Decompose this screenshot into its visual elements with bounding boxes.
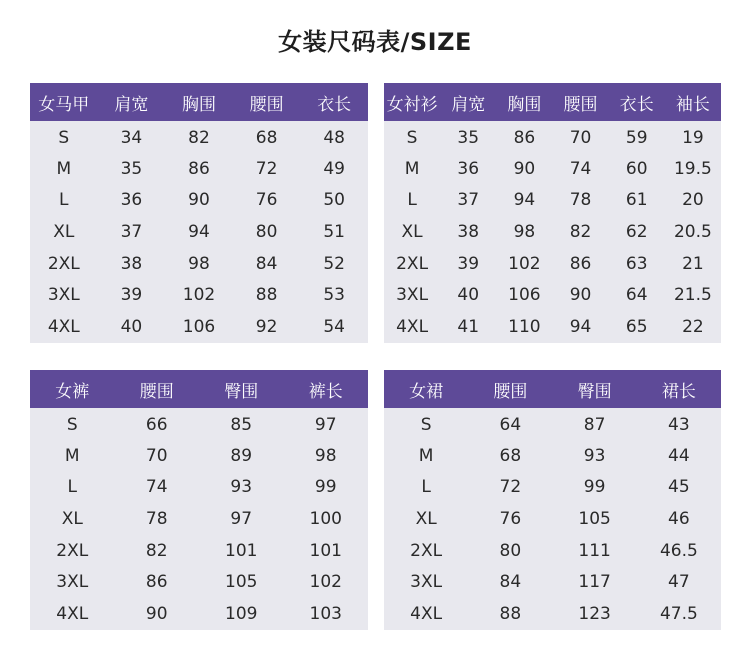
table-row	[384, 598, 721, 630]
table-cell: 52	[323, 253, 345, 274]
table-cell: 45	[668, 477, 690, 498]
table-cell: 86	[513, 128, 536, 149]
table-cell: 3XL	[47, 285, 80, 306]
table-cell: 90	[145, 603, 168, 624]
table-cell: 47	[668, 572, 690, 593]
table-cell: 90	[513, 158, 536, 179]
shirt-size-table	[384, 83, 721, 343]
header-cell: 腰围	[115, 370, 200, 408]
table-cell: 76	[499, 508, 522, 529]
table-cell: L	[407, 190, 417, 211]
table-cell: 80	[499, 540, 522, 561]
table-cell: 4XL	[410, 603, 443, 624]
table-cell: 88	[499, 603, 522, 624]
table-row	[30, 311, 368, 343]
table-cell: 72	[499, 477, 522, 498]
table-cell: 97	[230, 508, 253, 529]
header-cell: 女衬衫	[384, 83, 440, 121]
table-cell: 43	[668, 415, 690, 436]
table-cell: 80	[255, 221, 278, 242]
table-header-row	[384, 83, 721, 121]
table-cell: 64	[499, 415, 522, 436]
header-cell: 肩宽	[98, 83, 166, 121]
table-cell: 3XL	[410, 572, 443, 593]
table-row	[384, 248, 721, 280]
table-cell: 86	[569, 253, 592, 274]
header-cell: 腰围	[233, 83, 301, 121]
table-cell: 62	[625, 221, 648, 242]
table-cell: 90	[569, 285, 592, 306]
table-cell: 19.5	[673, 158, 712, 179]
table-cell: 85	[230, 415, 253, 436]
table-cell: 74	[145, 477, 168, 498]
table-cell: 101	[309, 540, 342, 561]
table-cell: 63	[625, 253, 648, 274]
table-cell: 84	[255, 253, 278, 274]
table-cell: 99	[314, 477, 337, 498]
table-cell: 44	[668, 445, 690, 466]
table-row	[30, 216, 368, 248]
table-cell: 2XL	[396, 253, 429, 274]
table-cell: 61	[625, 190, 648, 211]
table-row	[384, 535, 721, 567]
header-cell: 女马甲	[30, 83, 98, 121]
table-row	[384, 216, 721, 248]
header-cell: 女裤	[30, 370, 115, 408]
table-cell: 89	[230, 445, 253, 466]
table-cell: 70	[145, 445, 168, 466]
table-header-row	[30, 83, 368, 121]
table-cell: M	[418, 445, 434, 466]
table-row	[384, 471, 721, 503]
table-cell: 40	[457, 285, 480, 306]
table-cell: 49	[323, 158, 345, 179]
table-cell: 66	[145, 415, 168, 436]
table-cell: 70	[569, 128, 592, 149]
table-cell: 21.5	[673, 285, 712, 306]
table-cell: 102	[309, 572, 342, 593]
table-cell: 3XL	[56, 572, 89, 593]
table-cell: 35	[120, 158, 143, 179]
table-row	[384, 503, 721, 535]
table-cell: L	[59, 190, 69, 211]
table-row	[30, 184, 368, 216]
table-cell: 74	[569, 158, 592, 179]
header-cell: 腰围	[468, 370, 552, 408]
header-cell: 胸围	[496, 83, 552, 121]
page-title: 女装尺码表/SIZE	[278, 28, 472, 56]
table-cell: 97	[314, 415, 337, 436]
table-cell: S	[406, 128, 418, 149]
table-cell: 78	[569, 190, 592, 211]
table-cell: 41	[457, 316, 480, 337]
table-cell: 82	[188, 128, 210, 149]
table-cell: 51	[323, 221, 345, 242]
table-cell: 59	[625, 128, 648, 149]
table-cell: 123	[578, 603, 611, 624]
header-cell: 胸围	[165, 83, 233, 121]
table-cell: M	[404, 158, 420, 179]
table-cell: L	[67, 477, 77, 498]
table-cell: 36	[120, 190, 143, 211]
table-cell: 98	[188, 253, 210, 274]
table-row	[30, 248, 368, 280]
table-cell: 105	[225, 572, 258, 593]
table-cell: 106	[508, 285, 541, 306]
table-row	[30, 408, 368, 440]
table-cell: 100	[309, 508, 342, 529]
table-cell: 68	[255, 128, 278, 149]
header-cell: 臀围	[199, 370, 284, 408]
table-row	[30, 566, 368, 598]
table-cell: 93	[583, 445, 606, 466]
table-cell: 87	[583, 415, 606, 436]
table-cell: 99	[583, 477, 606, 498]
table-cell: 60	[625, 158, 648, 179]
table-cell: 110	[508, 316, 541, 337]
table-cell: 19	[682, 128, 704, 149]
table-cell: 2XL	[410, 540, 443, 561]
table-row	[384, 566, 721, 598]
table-row	[384, 440, 721, 472]
table-row	[30, 279, 368, 311]
table-cell: L	[421, 477, 431, 498]
skirt-size-table	[384, 370, 721, 630]
table-row	[30, 440, 368, 472]
header-cell: 衣长	[609, 83, 665, 121]
table-cell: 68	[499, 445, 522, 466]
table-header-row	[384, 370, 721, 408]
table-cell: XL	[401, 221, 423, 242]
header-cell: 裙长	[637, 370, 721, 408]
table-cell: 37	[457, 190, 480, 211]
table-cell: 94	[513, 190, 536, 211]
table-cell: 76	[255, 190, 278, 211]
table-cell: 2XL	[47, 253, 80, 274]
vest-size-table	[30, 83, 368, 343]
table-cell: 48	[323, 128, 345, 149]
table-row	[30, 471, 368, 503]
table-cell: 88	[255, 285, 278, 306]
table-cell: 86	[188, 158, 210, 179]
table-cell: 101	[225, 540, 258, 561]
table-cell: M	[64, 445, 80, 466]
header-cell: 腰围	[552, 83, 608, 121]
table-cell: 37	[120, 221, 143, 242]
table-row	[384, 121, 721, 153]
table-row	[384, 153, 721, 185]
table-cell: S	[58, 128, 70, 149]
table-row	[30, 598, 368, 630]
table-cell: 36	[457, 158, 480, 179]
table-cell: S	[66, 415, 78, 436]
table-cell: 4XL	[56, 603, 89, 624]
table-cell: S	[420, 415, 432, 436]
table-cell: 82	[145, 540, 168, 561]
header-cell: 女裙	[384, 370, 468, 408]
table-cell: M	[56, 158, 72, 179]
table-cell: 39	[120, 285, 143, 306]
table-cell: 92	[255, 316, 278, 337]
table-cell: 34	[120, 128, 143, 149]
table-cell: 20	[682, 190, 704, 211]
table-cell: 111	[578, 540, 611, 561]
table-cell: 4XL	[396, 316, 429, 337]
table-row	[384, 184, 721, 216]
header-cell: 衣长	[300, 83, 368, 121]
table-cell: 3XL	[396, 285, 429, 306]
table-row	[384, 408, 721, 440]
table-cell: 40	[120, 316, 143, 337]
header-cell: 裤长	[284, 370, 369, 408]
header-cell: 袖长	[665, 83, 721, 121]
table-cell: XL	[61, 508, 83, 529]
table-cell: 98	[513, 221, 536, 242]
table-cell: 109	[225, 603, 258, 624]
table-cell: 90	[188, 190, 210, 211]
table-cell: 103	[309, 603, 342, 624]
table-header-row	[30, 370, 368, 408]
table-cell: 102	[182, 285, 216, 306]
table-cell: 105	[578, 508, 611, 529]
table-cell: 94	[188, 221, 210, 242]
table-cell: 84	[499, 572, 522, 593]
table-cell: 50	[323, 190, 345, 211]
table-row	[30, 535, 368, 567]
table-row	[30, 121, 368, 153]
table-cell: XL	[53, 221, 75, 242]
header-cell: 臀围	[553, 370, 637, 408]
table-cell: 4XL	[47, 316, 80, 337]
table-cell: XL	[415, 508, 437, 529]
table-cell: 38	[457, 221, 480, 242]
table-cell: 64	[625, 285, 648, 306]
table-cell: 20.5	[673, 221, 712, 242]
table-cell: 82	[569, 221, 592, 242]
table-cell: 2XL	[56, 540, 89, 561]
table-cell: 38	[120, 253, 143, 274]
pants-size-table	[30, 370, 368, 630]
table-cell: 94	[569, 316, 592, 337]
table-cell: 72	[255, 158, 278, 179]
table-cell: 78	[145, 508, 168, 529]
table-row	[30, 153, 368, 185]
table-cell: 35	[457, 128, 480, 149]
table-cell: 39	[457, 253, 480, 274]
table-cell: 53	[323, 285, 345, 306]
table-row	[30, 503, 368, 535]
header-cell: 肩宽	[440, 83, 496, 121]
table-cell: 102	[508, 253, 541, 274]
table-cell: 86	[145, 572, 168, 593]
table-cell: 46	[668, 508, 690, 529]
table-cell: 98	[314, 445, 337, 466]
table-cell: 93	[230, 477, 253, 498]
table-cell: 47.5	[659, 603, 698, 624]
table-cell: 117	[578, 572, 611, 593]
table-row	[384, 311, 721, 343]
table-cell: 106	[182, 316, 216, 337]
table-cell: 22	[682, 316, 704, 337]
table-cell: 46.5	[659, 540, 698, 561]
table-cell: 65	[625, 316, 648, 337]
table-row	[384, 279, 721, 311]
table-cell: 21	[682, 253, 704, 274]
table-cell: 54	[323, 316, 345, 337]
